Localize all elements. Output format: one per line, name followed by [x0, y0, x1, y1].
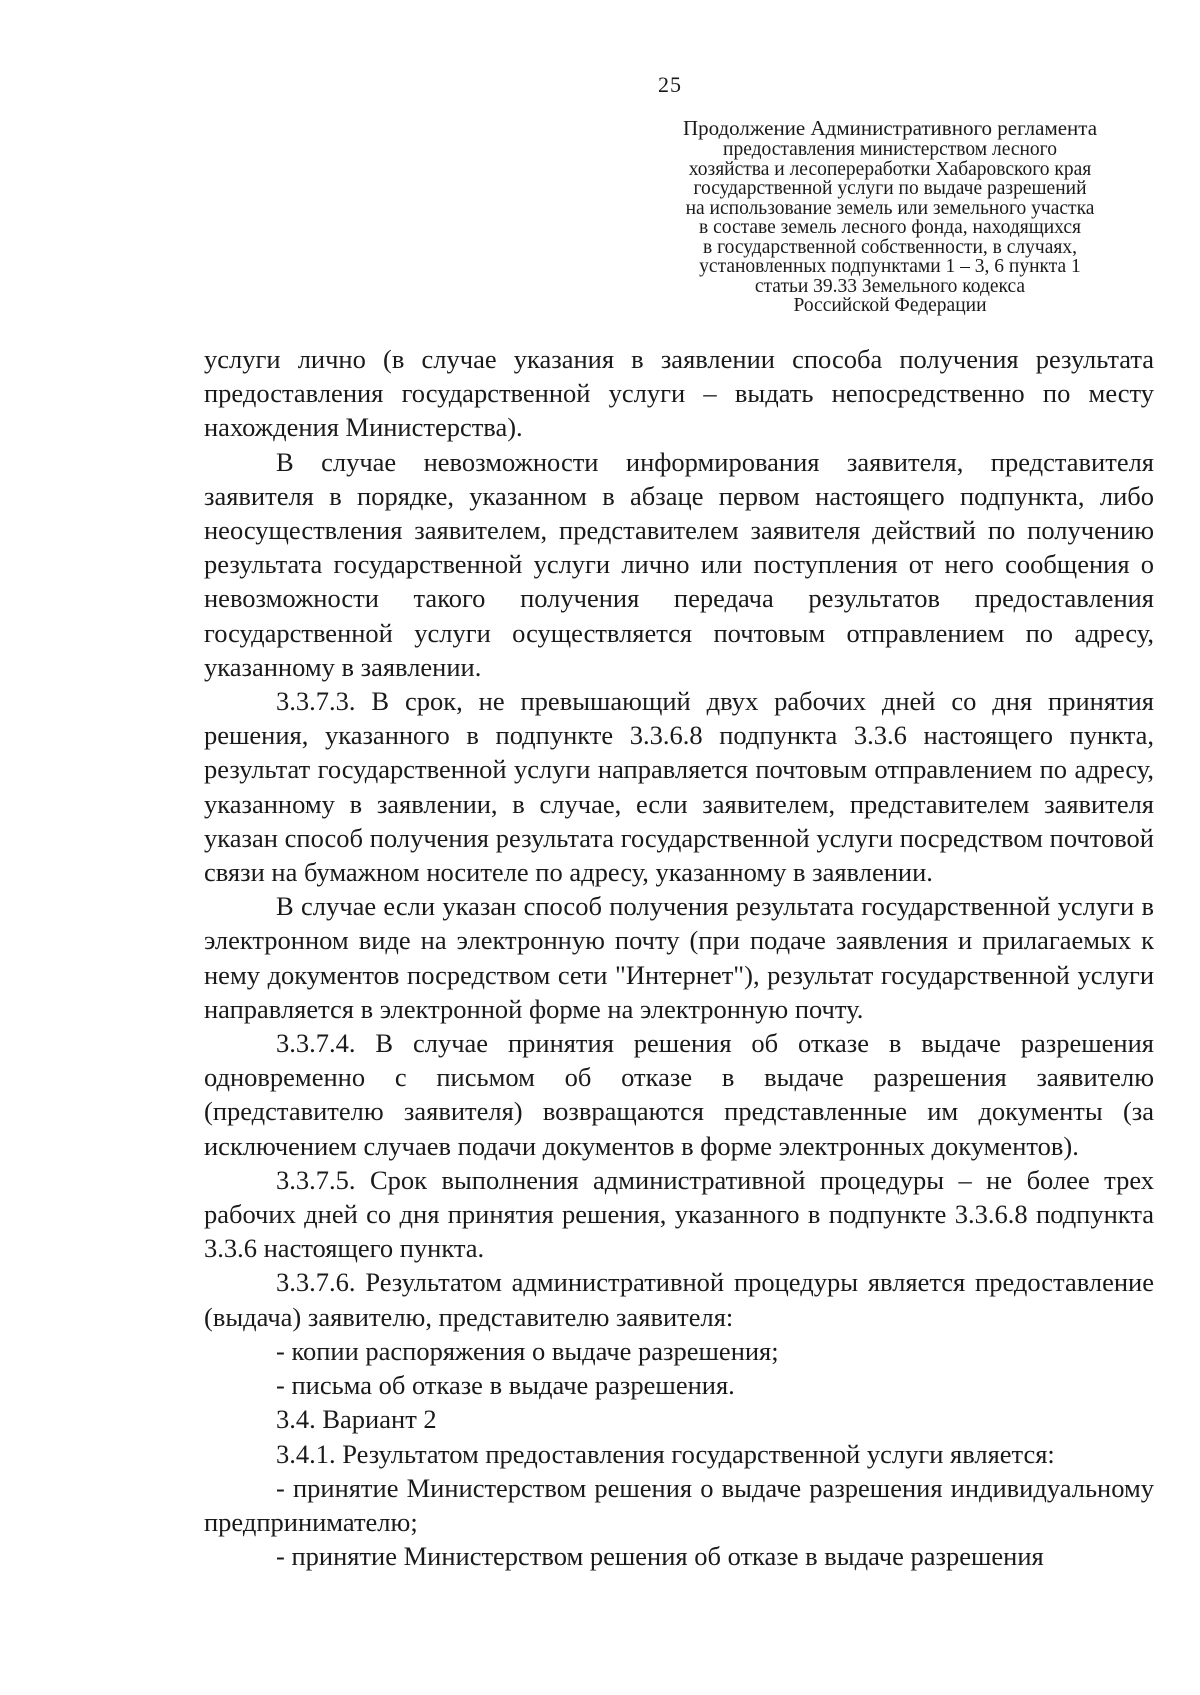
list-item: - копии распоряжения о выдаче разрешения;: [276, 1335, 779, 1366]
body-paragraph: В случае невозможности информирования заявителя, представителя заявителя в порядке, указанном в абзаце первом настоящего подпункта, либо неосуществления заявителем, представителем заявителя действий по получению результата государственной услуги лично или поступления от него сообщения о невозможности такого получения передача результатов предоставления государственной услуги осуществляется почтовым отправлением по адресу, указанному в заявлении.: [204, 446, 1154, 682]
header-line: Российской Федерации: [793, 295, 987, 316]
header-line: установленных подпунктами 1 – 3, 6 пункта 1: [699, 256, 1081, 277]
header-line: предоставления министерством лесного: [723, 139, 1057, 160]
header-line: на использование земель или земельного участка: [685, 197, 1095, 219]
header-line: статьи 39.33 Земельного кодекса: [754, 275, 1026, 297]
header-line: государственной услуги по выдаче разрешений: [693, 178, 1087, 199]
document-header: [630, 117, 1150, 316]
body-paragraph: 3.4.1. Результатом предоставления государственной услуги является:: [276, 1438, 1055, 1469]
body-paragraph: 3.3.7.4. В случае принятия решения об отказе в выдаче разрешения одновременно с письмом об отказе в выдаче разрешения заявителю (представителю заявителя) возвращаются представленные им документы (за исключением случаев подачи документов в форме электронных документов).: [204, 1028, 1154, 1161]
list-item: - письма об отказе в выдаче разрешения.: [276, 1370, 735, 1401]
body-paragraph: услуги лично (в случае указания в заявлении способа получения результата предоставления государственной услуги – выдать непосредственно по месту нахождения Министерства).: [204, 344, 1154, 443]
list-item: - принятие Министерством решения об отказе в выдаче разрешения: [276, 1541, 1044, 1572]
body-paragraph: 3.3.7.5. Срок выполнения административной процедуры – не более трех рабочих дней со дня принятия решения, указанного в подпункте 3.3.6.8 подпункта 3.3.6 настоящего пункта.: [204, 1164, 1154, 1264]
page-number: 25: [658, 72, 682, 97]
body-paragraph: 3.3.7.6. Результатом административной процедуры является предоставление (выдача) заявителю, представителю заявителя:: [204, 1267, 1154, 1332]
body-paragraph: В случае если указан способ получения результата государственной услуги в электронном виде на электронную почту (при подаче заявления и прилагаемых к нему документов посредством сети "Интернет"), результат государственной услуги направляется в электронной форме на электронную почту.: [204, 891, 1154, 1024]
document-body: [204, 342, 1154, 1573]
list-item: - принятие Министерством решения о выдаче разрешения индивидуальному предпринимателю;: [204, 1472, 1154, 1537]
section-heading: 3.4. Вариант 2: [276, 1404, 437, 1435]
header-line: Продолжение Административного регламента: [682, 116, 1098, 140]
header-line: хозяйства и лесопереработки Хабаровского края: [688, 158, 1092, 180]
body-paragraph: 3.3.7.3. В срок, не превышающий двух рабочих дней со дня принятия решения, указанного в подпункте 3.3.6.8 подпункта 3.3.6 настоящего пункта, результат государственной услуги направляется почтовым отправлением по адресу, указанному в заявлении, в случае, если заявителем, представителем заявителя указан способ получения результата государственной услуги посредством почтовой связи на бумажном носителе по адресу, указанному в заявлении.: [204, 686, 1154, 888]
header-line: в составе земель лесного фонда, находящихся: [699, 217, 1081, 238]
header-line: в государственной собственности, в случаях,: [703, 236, 1077, 258]
